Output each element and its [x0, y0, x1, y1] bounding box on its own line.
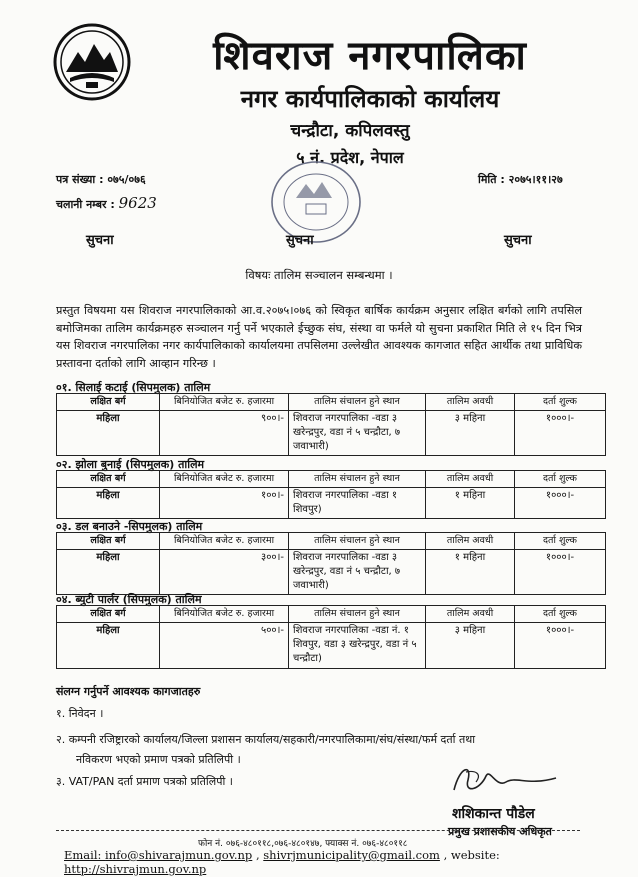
header-budget: बिनियोजित बजेट रु. हजारमा	[160, 471, 289, 488]
email-label: Email:	[64, 848, 106, 862]
header-target: लक्षित बर्ग	[57, 471, 160, 488]
header-location: तालिम संचालन हुने स्थान	[289, 533, 426, 550]
header-fee: दर्ता शुल्क	[515, 471, 606, 488]
enclosures-heading: संलग्न गर्नुपर्ने आवश्यक कागजातहरु	[56, 685, 201, 698]
cell-target: महिला	[57, 488, 160, 519]
municipality-logo-icon	[52, 22, 132, 102]
website-link[interactable]: http://shivrajmun.gov.np	[64, 862, 207, 876]
table-header-row	[57, 606, 606, 623]
chalani-value: 9623	[118, 194, 157, 212]
patra-label: पत्र संख्या :	[56, 173, 104, 186]
signatory-role: प्रमुख प्रशासकीय अधिकृत	[448, 825, 552, 838]
header-budget: बिनियोजित बजेट रु. हजारमा	[160, 606, 289, 623]
patra-value: ०७५/०७६	[107, 173, 146, 186]
header-target: लक्षित बर्ग	[57, 533, 160, 550]
header-target: लक्षित बर्ग	[57, 606, 160, 623]
header-target: लक्षित बर्ग	[57, 394, 160, 411]
header-budget: बिनियोजित बजेट रु. हजारमा	[160, 533, 289, 550]
office-stamp-icon	[266, 158, 364, 246]
letterhead-title: शिवराज नगरपालिका	[213, 33, 527, 79]
website-label: , website:	[439, 848, 500, 862]
table-row	[57, 411, 606, 456]
cell-budget: ५००।-	[160, 623, 289, 669]
training-table	[56, 532, 606, 595]
miti-label: मिति :	[478, 173, 505, 186]
cell-duration: ३ महिना	[426, 623, 515, 669]
cell-fee: १०००।-	[515, 411, 606, 456]
table-row	[57, 550, 606, 595]
miti-date	[478, 172, 563, 187]
header-duration: तालिम अवधी	[426, 533, 515, 550]
enclosure-item: नविकरण भएको प्रमाण पत्रको प्रतिलिपी ।	[76, 753, 241, 766]
subject-line: विषयः तालिम सञ्चालन सम्बन्धमा ।	[245, 268, 393, 282]
footer-separator: ,	[252, 848, 264, 862]
table-row	[57, 623, 606, 669]
letterhead-province: ५ नं. प्रदेश, नेपाल	[296, 148, 404, 167]
training-title: ०३. डल बनाउने -सिपमुलक) तालिम	[56, 520, 203, 533]
chalani-number	[56, 194, 157, 212]
patra-sankhya	[56, 172, 146, 187]
training-title: ०४. ब्युटी पार्लर (सिपमुलक) तालिम	[56, 593, 202, 606]
notice-center: सुचना	[286, 233, 314, 248]
training-title: ०२. झोला बुनाई (सिपमुलक) तालिम	[56, 458, 205, 471]
letterhead-place: चन्द्रौटा, कपिलवस्तु	[290, 121, 410, 141]
cell-target: महिला	[57, 550, 160, 595]
email-link-1[interactable]: info@shivarajmun.gov.np	[105, 848, 253, 862]
header-fee: दर्ता शुल्क	[515, 606, 606, 623]
header-duration: तालिम अवधी	[426, 471, 515, 488]
header-fee: दर्ता शुल्क	[515, 533, 606, 550]
notice-left: सुचना	[86, 233, 114, 248]
enclosure-item: २. कम्पनी रजिष्ट्रारको कार्यालय/जिल्ला प्रशासन कार्यालय/सहकारी/नगरपालिकामा/संघ/संस्था/फर्म दर्ता तथा	[56, 733, 476, 746]
cell-location: शिवराज नगरपालिका -वडा ३ खरेन्द्रपुर, वडा नं ५ चन्द्रौटा, ७ जवाभारी)	[289, 411, 426, 456]
cell-fee: १०००।-	[515, 550, 606, 595]
email-link-2[interactable]: shivrjmunicipality@gmail.com	[263, 848, 440, 862]
cell-location: शिवराज नगरपालिका -वडा नं. १ शिवपुर, वडा ३ खरेन्द्रपुर, वडा नं ५ चन्द्रौटा)	[289, 623, 426, 669]
cell-target: महिला	[57, 623, 160, 669]
enclosure-item: १. निवेदन ।	[56, 707, 104, 720]
cell-budget: ३००।-	[160, 550, 289, 595]
cell-budget: १००।-	[160, 488, 289, 519]
signatory-name: शशिकान्त पौडेल	[452, 806, 535, 822]
letterhead-subtitle: नगर कार्यपालिकाको कार्यालय	[240, 85, 500, 113]
body-paragraph: प्रस्तुत विषयमा यस शिवराज नगरपालिकाको आ.व.२०७५।०७६ को स्विकृत बार्षिक कार्यक्रम अनुसार लक्षित बर्गको लागि तपसिल बमोजिमका तालिम कार्यक्रमहरु सञ्चालन गर्नु पर्ने भएकाले ईच्छुक संघ, संस्था वा फर्मले यो सुचना प्रकाशित मिति ले १५ दिन भित्र यस शिवराज नगरपालिका नगर कार्यपालिकाको कार्यालयमा तपसिलमा उल्लेखीत आवश्यक कागजात सहित आर्थीक तथा प्राविधिक प्रस्तावना दर्ताको लागि आव्हान गरिन्छ ।	[56, 304, 582, 370]
cell-budget: ९००।-	[160, 411, 289, 456]
cell-fee: १०००।-	[515, 623, 606, 669]
training-table	[56, 470, 606, 519]
cell-duration: १ महिना	[426, 550, 515, 595]
notice-right: सुचना	[504, 233, 532, 248]
header-location: तालिम संचालन हुने स्थान	[289, 606, 426, 623]
table-row	[57, 488, 606, 519]
cell-location: शिवराज नगरपालिका -वडा १ शिवपुर)	[289, 488, 426, 519]
header-location: तालिम संचालन हुने स्थान	[289, 471, 426, 488]
footer-phone: फोन नं. ०७६-४८०११८,०७६-४८०१४७, फ्याक्स नं. ०७६-४८०११८	[198, 839, 408, 849]
header-duration: तालिम अवधी	[426, 394, 515, 411]
enclosure-item: ३. VAT/PAN दर्ता प्रमाण पत्रको प्रतिलिपी ।	[56, 775, 233, 788]
table-header-row	[57, 394, 606, 411]
training-table	[56, 393, 606, 456]
header-budget: बिनियोजित बजेट रु. हजारमा	[160, 394, 289, 411]
footer-divider	[56, 830, 580, 831]
miti-value: २०७५।११।२७	[508, 173, 563, 186]
cell-duration: ३ महिना	[426, 411, 515, 456]
table-header-row	[57, 533, 606, 550]
cell-location: शिवराज नगरपालिका -वडा ३ खरेन्द्रपुर, वडा नं ५ चन्द्रौटा, ७ जवाभारी)	[289, 550, 426, 595]
header-fee: दर्ता शुल्क	[515, 394, 606, 411]
handwritten-signature-icon	[446, 760, 566, 798]
training-title: ०१. सिलाई कटाई (सिपमुलक) तालिम	[56, 381, 211, 394]
chalani-label: चलानी नम्बर :	[56, 198, 115, 211]
training-table	[56, 605, 606, 669]
cell-duration: १ महिना	[426, 488, 515, 519]
cell-target: महिला	[57, 411, 160, 456]
header-location: तालिम संचालन हुने स्थान	[289, 394, 426, 411]
footer-contact	[64, 848, 584, 876]
header-duration: तालिम अवधी	[426, 606, 515, 623]
table-header-row	[57, 471, 606, 488]
cell-fee: १०००।-	[515, 488, 606, 519]
